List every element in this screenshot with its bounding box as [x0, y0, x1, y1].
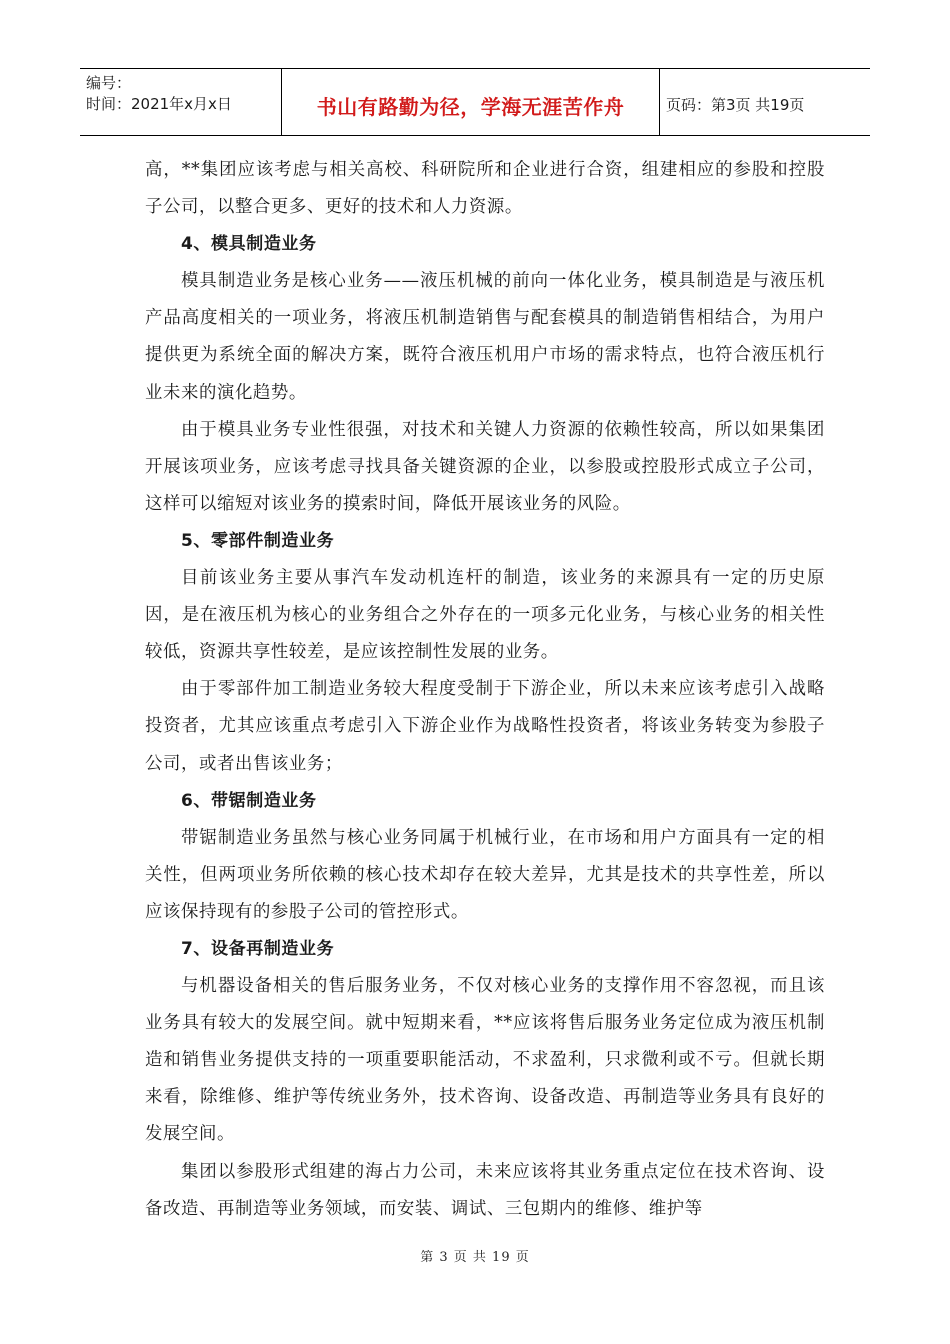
- page-footer: 第 3 页 共 19 页: [420, 1250, 530, 1265]
- section-heading: 5、零部件制造业务: [181, 530, 335, 551]
- header-motto: 书山有路勤为径，学海无涯苦作舟: [282, 69, 660, 135]
- document-number: 编号：: [86, 74, 132, 92]
- body-paragraph: 高，**集团应该考虑与相关高校、科研院所和企业进行合资，组建相应的参股和控股子公司，以整合更多、更好的技术和人力资源。: [145, 160, 825, 218]
- body-paragraph: 由于零部件加工制造业务较大程度受制于下游企业，所以未来应该考虑引入战略投资者，尤其应该重点考虑引入下游企业作为战略性投资者，将该业务转变为参股子公司，或者出售该业务；: [145, 679, 825, 774]
- header-page-number: 页码：第3页 共19页: [666, 95, 805, 114]
- document-body: [145, 152, 825, 1228]
- body-paragraph: 集团以参股形式组建的海占力公司，未来应该将其业务重点定位在技术咨询、设备改造、再制造等业务领域，而安装、调试、三包期内的维修、维护等: [145, 1161, 825, 1219]
- header-meta: [80, 69, 282, 135]
- section-heading: 6、带锯制造业务: [181, 790, 317, 811]
- body-paragraph: 由于模具业务专业性很强，对技术和关键人力资源的依赖性较高，所以如果集团开展该项业务，应该考虑寻找具备关键资源的企业，以参股或控股形式成立子公司，这样可以缩短对该业务的摸索时间，降低开展该业务的风险。: [145, 419, 825, 514]
- body-paragraph: 目前该业务主要从事汽车发动机连杆的制造，该业务的来源具有一定的历史原因，是在液压机为核心的业务组合之外存在的一项多元化业务，与核心业务的相关性较低，资源共享性较差，是应该控制性发展的业务。: [145, 568, 825, 663]
- page-header: [80, 68, 870, 136]
- body-paragraph: 带锯制造业务虽然与核心业务同属于机械行业，在市场和用户方面具有一定的相关性，但两项业务所依赖的核心技术却存在较大差异，尤其是技术的共享性差，所以应该保持现有的参股子公司的管控形式。: [145, 827, 825, 922]
- body-paragraph: 与机器设备相关的售后服务业务，不仅对核心业务的支撑作用不容忽视，而且该业务具有较大的发展空间。就中短期来看，**应该将售后服务业务定位成为液压机制造和销售业务提供支持的一项重要职能活动，不求盈利，只求微利或不亏。但就长期来看，除维修、维护等传统业务外，技术咨询、设备改造、再制造等业务具有良好的发展空间。: [145, 976, 825, 1145]
- body-paragraph: 模具制造业务是核心业务——液压机械的前向一体化业务，模具制造是与液压机产品高度相关的一项业务，将液压机制造销售与配套模具的制造销售相结合，为用户提供更为系统全面的解决方案，既符合液压机用户市场的需求特点，也符合液压机行业未来的演化趋势。: [145, 271, 825, 403]
- section-heading: 7、设备再制造业务: [181, 938, 335, 959]
- document-date: 时间：2021年x月x日: [86, 95, 232, 113]
- section-heading: 4、模具制造业务: [181, 234, 317, 255]
